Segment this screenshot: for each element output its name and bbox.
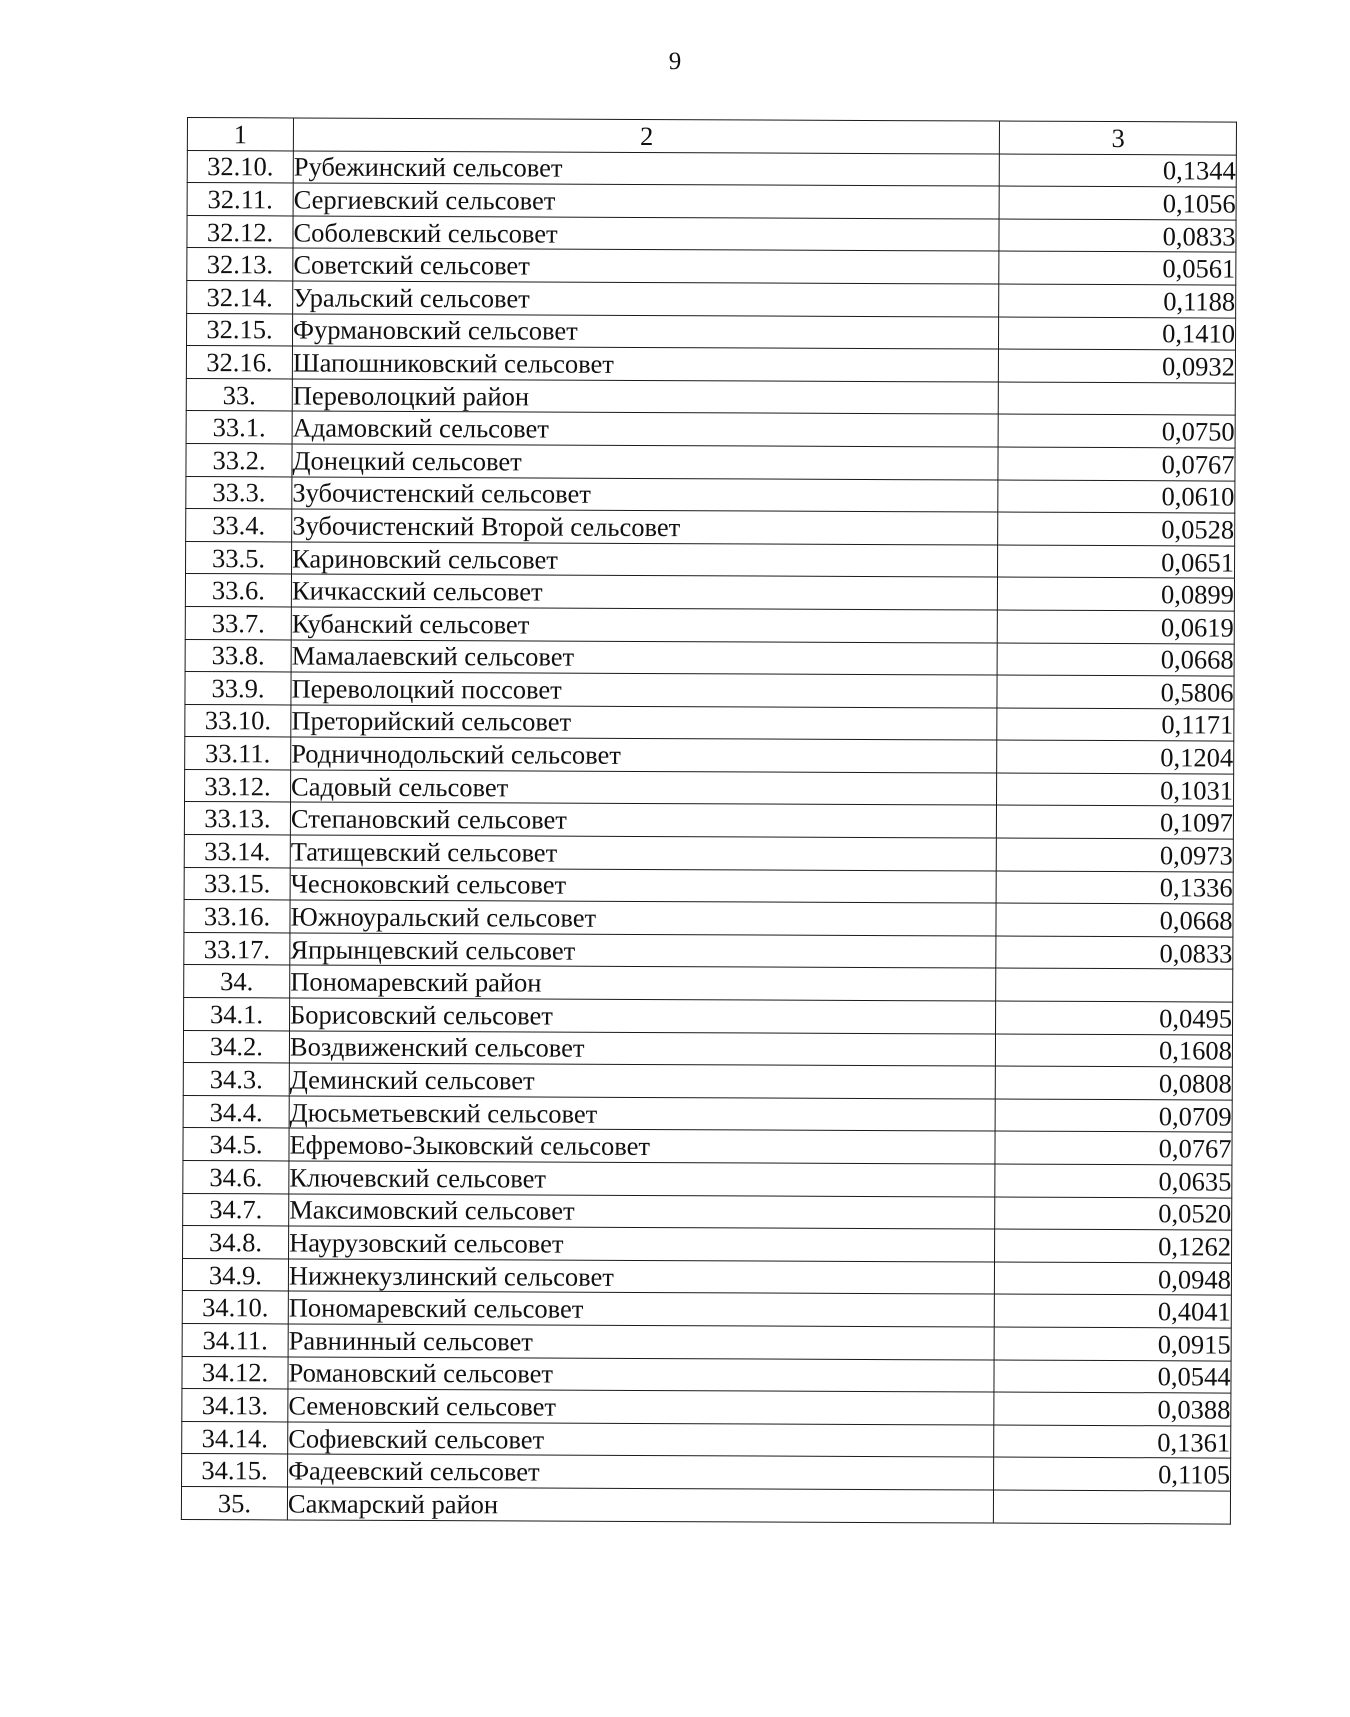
table-row — [183, 1063, 1232, 1100]
row-name-cell: Равнинный сельсовет — [288, 1324, 995, 1360]
row-number-cell: 32.13. — [187, 248, 293, 281]
row-value-cell: 0,0561 — [999, 251, 1236, 285]
row-value-cell: 0,0948 — [995, 1262, 1232, 1296]
district-row — [186, 378, 1235, 415]
table-row — [182, 1258, 1231, 1295]
table-row — [184, 867, 1233, 904]
row-value-cell: 0,0899 — [998, 577, 1235, 611]
row-value-cell: 0,1344 — [1000, 154, 1237, 188]
row-number-cell: 33.13. — [184, 802, 290, 835]
table-row — [183, 1030, 1232, 1067]
table-row — [185, 672, 1234, 709]
row-value-cell: 0,1097 — [997, 806, 1234, 840]
table-row — [183, 1226, 1232, 1263]
row-value-cell: 0,0495 — [996, 1001, 1233, 1035]
row-value-cell: 0,1336 — [996, 871, 1233, 905]
row-number-cell: 34. — [184, 965, 290, 998]
row-name-cell: Донецкий сельсовет — [292, 444, 999, 480]
row-value-cell: 0,1056 — [999, 186, 1236, 220]
row-value-cell: 0,1105 — [994, 1457, 1231, 1491]
row-number-cell: 32.10. — [187, 150, 293, 183]
table-row — [187, 313, 1236, 350]
row-number-cell: 33.12. — [185, 769, 291, 802]
row-number-cell: 32.14. — [187, 280, 293, 313]
row-number-cell: 33.10. — [185, 704, 291, 737]
row-number-cell: 34.6. — [183, 1160, 289, 1193]
row-name-cell: Софиевский сельсовет — [288, 1422, 995, 1458]
row-number-cell: 33.7. — [185, 606, 291, 639]
row-number-cell: 33. — [186, 378, 292, 411]
row-name-cell: Кубанский сельсовет — [291, 607, 998, 643]
table-row — [186, 411, 1235, 448]
row-name-cell: Кичкасский сельсовет — [291, 574, 998, 610]
row-value-cell: 0,0610 — [998, 480, 1235, 514]
table-row — [185, 639, 1234, 676]
row-number-cell: 34.14. — [182, 1421, 288, 1454]
table-row — [187, 248, 1236, 285]
table-row — [187, 150, 1236, 187]
table-row — [185, 769, 1234, 806]
row-name-cell: Воздвиженский сельсовет — [289, 1031, 996, 1067]
row-number-cell: 33.16. — [184, 900, 290, 933]
table-row — [187, 183, 1236, 220]
row-name-cell: Семеновский сельсовет — [288, 1389, 995, 1425]
row-name-cell: Переволоцкий район — [292, 379, 999, 415]
page-number: 9 — [668, 48, 682, 75]
row-value-cell: 0,0668 — [997, 643, 1234, 677]
row-value-cell: 0,0619 — [998, 610, 1235, 644]
row-name-cell: Татищевский сельсовет — [290, 835, 997, 871]
row-value-cell: 0,1031 — [997, 773, 1234, 807]
table-row — [183, 1128, 1232, 1165]
table-row — [183, 1160, 1232, 1197]
row-value-cell — [994, 1490, 1231, 1524]
row-number-cell: 34.3. — [183, 1063, 289, 1096]
row-name-cell: Кариновский сельсовет — [292, 542, 999, 578]
table-row — [185, 737, 1234, 774]
row-value-cell: 0,0544 — [994, 1360, 1231, 1394]
row-number-cell: 33.8. — [185, 639, 291, 672]
row-name-cell: Советский сельсовет — [293, 248, 1000, 284]
row-value-cell: 0,0767 — [998, 447, 1235, 481]
table-row — [186, 443, 1235, 480]
table-row — [182, 1454, 1231, 1491]
row-name-cell: Наурузовский сельсовет — [289, 1226, 996, 1262]
row-name-cell: Преторийский сельсовет — [291, 705, 998, 741]
row-number-cell: 33.1. — [186, 411, 292, 444]
row-name-cell: Пономаревский район — [290, 965, 997, 1001]
row-name-cell: Сергиевский сельсовет — [293, 183, 1000, 219]
row-name-cell: Мамалаевский сельсовет — [291, 639, 998, 675]
row-number-cell: 32.15. — [187, 313, 293, 346]
row-name-cell: Переволоцкий поссовет — [291, 672, 998, 708]
row-name-cell: Фурмановский сельсовет — [293, 314, 1000, 350]
row-name-cell: Фадеевский сельсовет — [288, 1454, 995, 1490]
row-value-cell: 0,1188 — [999, 284, 1236, 318]
row-number-cell: 34.11. — [182, 1323, 288, 1356]
table-row — [186, 476, 1235, 513]
header-col-3: 3 — [1000, 121, 1237, 155]
row-value-cell: 0,1361 — [994, 1425, 1231, 1459]
row-value-cell: 0,1410 — [999, 317, 1236, 351]
row-value-cell: 0,0833 — [996, 936, 1233, 970]
row-number-cell: 34.5. — [183, 1128, 289, 1161]
row-name-cell: Дюсьметьевский сельсовет — [289, 1096, 996, 1132]
row-number-cell: 34.10. — [182, 1291, 288, 1324]
row-value-cell — [999, 382, 1236, 416]
row-name-cell: Романовский сельсовет — [288, 1357, 995, 1393]
row-number-cell: 33.15. — [184, 867, 290, 900]
row-name-cell: Максимовский сельсовет — [289, 1194, 996, 1230]
table-row — [182, 1389, 1231, 1426]
row-name-cell: Зубочистенский сельсовет — [292, 476, 999, 512]
row-name-cell: Пономаревский сельсовет — [288, 1291, 995, 1327]
header-col-1: 1 — [187, 118, 293, 151]
row-name-cell: Степановский сельсовет — [290, 802, 997, 838]
row-value-cell: 0,0973 — [997, 838, 1234, 872]
row-name-cell: Борисовский сельсовет — [290, 998, 997, 1034]
row-number-cell: 34.2. — [183, 1030, 289, 1063]
row-number-cell: 34.9. — [182, 1258, 288, 1291]
header-col-2: 2 — [293, 118, 1000, 154]
row-name-cell: Нижнекузлинский сельсовет — [288, 1259, 995, 1295]
table-row — [185, 574, 1234, 611]
table-row — [185, 606, 1234, 643]
row-number-cell: 34.12. — [182, 1356, 288, 1389]
table-row — [182, 1356, 1231, 1393]
row-value-cell: 0,0528 — [998, 512, 1235, 546]
district-row — [184, 965, 1233, 1002]
row-number-cell: 33.6. — [185, 574, 291, 607]
row-value-cell: 0,1608 — [996, 1034, 1233, 1068]
table-row — [187, 215, 1236, 252]
row-number-cell: 34.8. — [183, 1226, 289, 1259]
table-row — [186, 509, 1235, 546]
row-value-cell: 0,0750 — [998, 414, 1235, 448]
row-number-cell: 33.11. — [185, 737, 291, 770]
row-value-cell: 0,0668 — [996, 903, 1233, 937]
row-number-cell: 34.1. — [184, 998, 290, 1031]
row-name-cell: Сакмарский район — [287, 1487, 994, 1523]
row-value-cell: 0,0388 — [994, 1392, 1231, 1426]
row-name-cell: Зубочистенский Второй сельсовет — [292, 509, 999, 545]
row-value-cell: 0,0651 — [998, 545, 1235, 579]
data-table — [181, 117, 1237, 1524]
table-row — [184, 998, 1233, 1035]
row-value-cell: 0,5806 — [997, 675, 1234, 709]
row-number-cell: 33.2. — [186, 443, 292, 476]
row-name-cell: Уральский сельсовет — [293, 281, 1000, 317]
row-value-cell: 0,0808 — [996, 1066, 1233, 1100]
row-value-cell: 0,0520 — [995, 1197, 1232, 1231]
row-value-cell: 0,1204 — [997, 740, 1234, 774]
row-name-cell: Ефремово-Зыковский сельсовет — [289, 1128, 996, 1164]
row-name-cell: Япрынцевский сельсовет — [290, 933, 997, 969]
table-row — [186, 541, 1235, 578]
row-number-cell: 33.14. — [184, 835, 290, 868]
row-value-cell: 0,0767 — [995, 1131, 1232, 1165]
row-number-cell: 33.3. — [186, 476, 292, 509]
district-row — [181, 1486, 1230, 1523]
row-number-cell: 33.17. — [184, 932, 290, 965]
row-value-cell: 0,1262 — [995, 1229, 1232, 1263]
row-value-cell: 0,0915 — [994, 1327, 1231, 1361]
row-name-cell: Южноуральский сельсовет — [290, 900, 997, 936]
table-row — [183, 1193, 1232, 1230]
row-number-cell: 32.16. — [186, 346, 292, 379]
row-name-cell: Адамовский сельсовет — [292, 411, 999, 447]
header-row — [187, 118, 1236, 155]
row-number-cell: 33.4. — [186, 509, 292, 542]
row-name-cell: Садовый сельсовет — [291, 770, 998, 806]
row-name-cell: Родничнодольский сельсовет — [291, 737, 998, 773]
table-row — [184, 900, 1233, 937]
row-value-cell — [996, 968, 1233, 1002]
row-number-cell: 32.12. — [187, 215, 293, 248]
row-name-cell: Шапошниковский сельсовет — [292, 346, 999, 382]
row-value-cell: 0,1171 — [997, 708, 1234, 742]
row-number-cell: 34.15. — [182, 1454, 288, 1487]
row-name-cell: Соболевский сельсовет — [293, 216, 1000, 252]
table-row — [182, 1421, 1231, 1458]
row-value-cell: 0,4041 — [995, 1294, 1232, 1328]
row-name-cell: Чесноковский сельсовет — [290, 868, 997, 904]
row-value-cell: 0,0932 — [999, 349, 1236, 383]
table-row — [182, 1291, 1231, 1328]
row-name-cell: Деминский сельсовет — [289, 1063, 996, 1099]
row-value-cell: 0,0709 — [995, 1099, 1232, 1133]
row-number-cell: 32.11. — [187, 183, 293, 216]
table-row — [184, 932, 1233, 969]
table-row — [182, 1323, 1231, 1360]
row-number-cell: 33.9. — [185, 672, 291, 705]
table-row — [183, 1095, 1232, 1132]
row-name-cell: Рубежинский сельсовет — [293, 151, 1000, 187]
table-row — [187, 280, 1236, 317]
table-row — [185, 704, 1234, 741]
row-value-cell: 0,0833 — [999, 219, 1236, 253]
table-row — [184, 835, 1233, 872]
row-number-cell: 34.7. — [183, 1193, 289, 1226]
row-number-cell: 33.5. — [186, 541, 292, 574]
row-number-cell: 35. — [181, 1486, 287, 1519]
row-number-cell: 34.4. — [183, 1095, 289, 1128]
row-value-cell: 0,0635 — [995, 1164, 1232, 1198]
table-row — [184, 802, 1233, 839]
row-name-cell: Ключевский сельсовет — [289, 1161, 996, 1197]
table-row — [186, 346, 1235, 383]
row-number-cell: 34.13. — [182, 1389, 288, 1422]
